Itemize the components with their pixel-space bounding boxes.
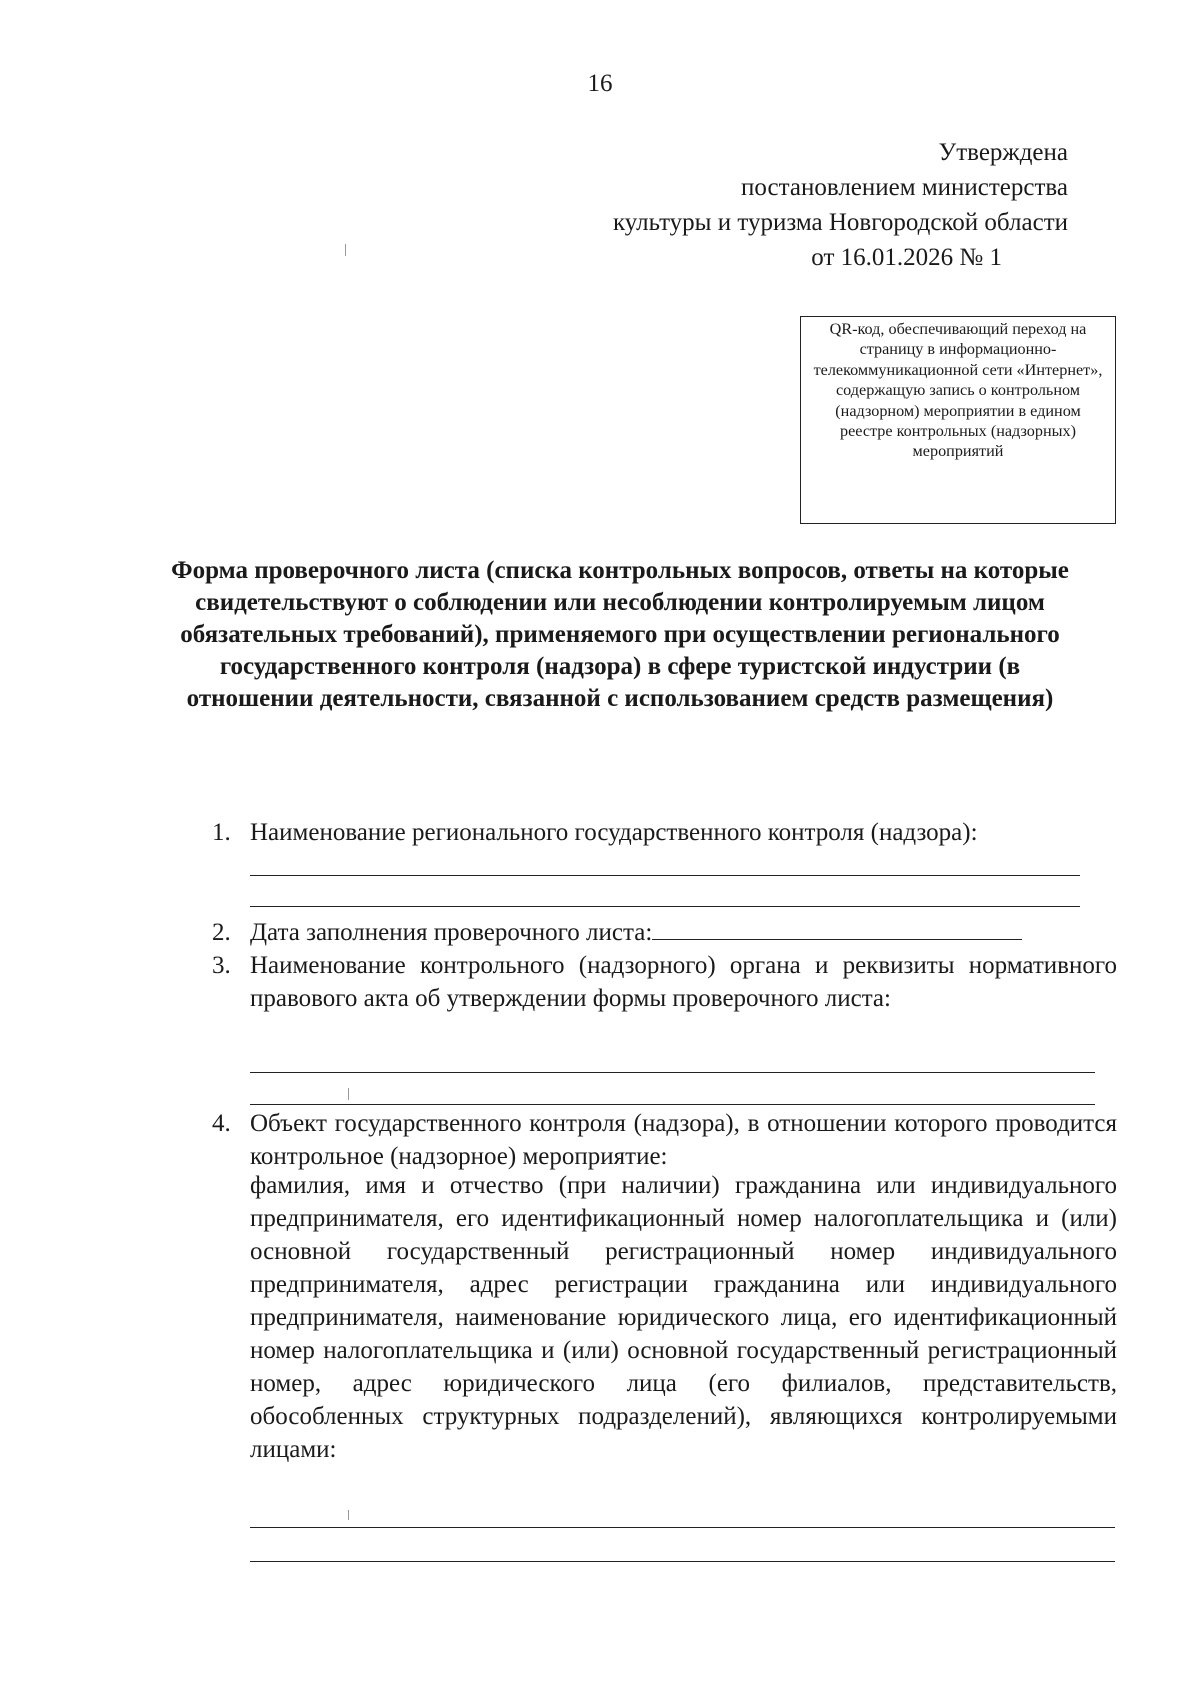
form-item-4 [200,1107,1117,1173]
fill-line-item1-a[interactable] [250,875,1080,876]
approval-line-2: постановлением министерства [741,174,1068,201]
page-number: 16 [587,70,613,97]
form-item-1 [200,816,1117,849]
fill-line-item1-b[interactable] [250,906,1080,907]
qr-code-caption: QR-код, обеспечивающий переход на страницу в информационно-телекоммуникационной сети «Интернет», содержащую запись о контрольном (надзорном) мероприятии в едином реестре контрольных (надзорных) мероприятий [813,320,1103,461]
item-text: Объект государственного контроля (надзора), в отношении которого проводится контрольное (надзорное) мероприятие: [250,1110,1117,1170]
form-item-2 [200,916,1117,949]
item-number: 2. [212,919,231,946]
item-text: Наименование контрольного (надзорного) органа и реквизиты нормативного правового акта об утверждении формы проверочного листа: [250,952,1117,1012]
item-text: Дата заполнения проверочного листа: [250,919,653,946]
item-number: 1. [212,819,231,846]
item-text-row [250,916,1117,949]
item-4-description: фамилия, имя и отчество (при наличии) гражданина или индивидуального предпринимателя, его идентификационный номер налогоплательщика и (или) основной государственный регистрационный номер индивидуального предпринимателя, адрес регистрации гражданина или индивидуального предпринимателя, наименование юридического лица, его идентификационный номер налогоплательщика и (или) основной государственный регистрационный номер, адрес юридического лица (его филиалов, представительств, обособленных структурных подразделений), являющихся контролируемыми лицами: [250,1172,1117,1463]
approval-line-3: культуры и туризма Новгородской области [612,209,1068,236]
scan-speck [348,1088,349,1100]
form-item-3 [200,949,1117,1015]
approval-line-1: Утверждена [938,139,1068,166]
approval-block [613,135,1068,275]
item-text: Наименование регионального государственного контроля (надзора): [250,819,978,846]
scan-speck [345,244,346,256]
item-number: 3. [212,952,231,979]
fill-line-item3-a[interactable] [250,1072,1095,1073]
fill-line-item4-a[interactable] [250,1527,1115,1528]
document-title: Форма проверочного листа (списка контрольных вопросов, ответы на которые свидетельствуют о соблюдении или несоблюдении контролируемым лицом обязательных требований), применяемого при осуществлении регионального государственного контроля (надзора) в сфере туристской индустрии (в отношении деятельности, связанной с использованием средств размещения) [171,557,1069,712]
item-number: 4. [212,1110,231,1137]
fill-line-item3-b[interactable] [250,1104,1095,1105]
qr-code-placeholder [800,316,1116,524]
fill-blank-date[interactable] [652,917,1022,940]
approval-date: от 16.01.2026 № 1 [811,244,1002,271]
scan-speck [348,1510,349,1520]
fill-line-item4-b[interactable] [250,1561,1115,1562]
